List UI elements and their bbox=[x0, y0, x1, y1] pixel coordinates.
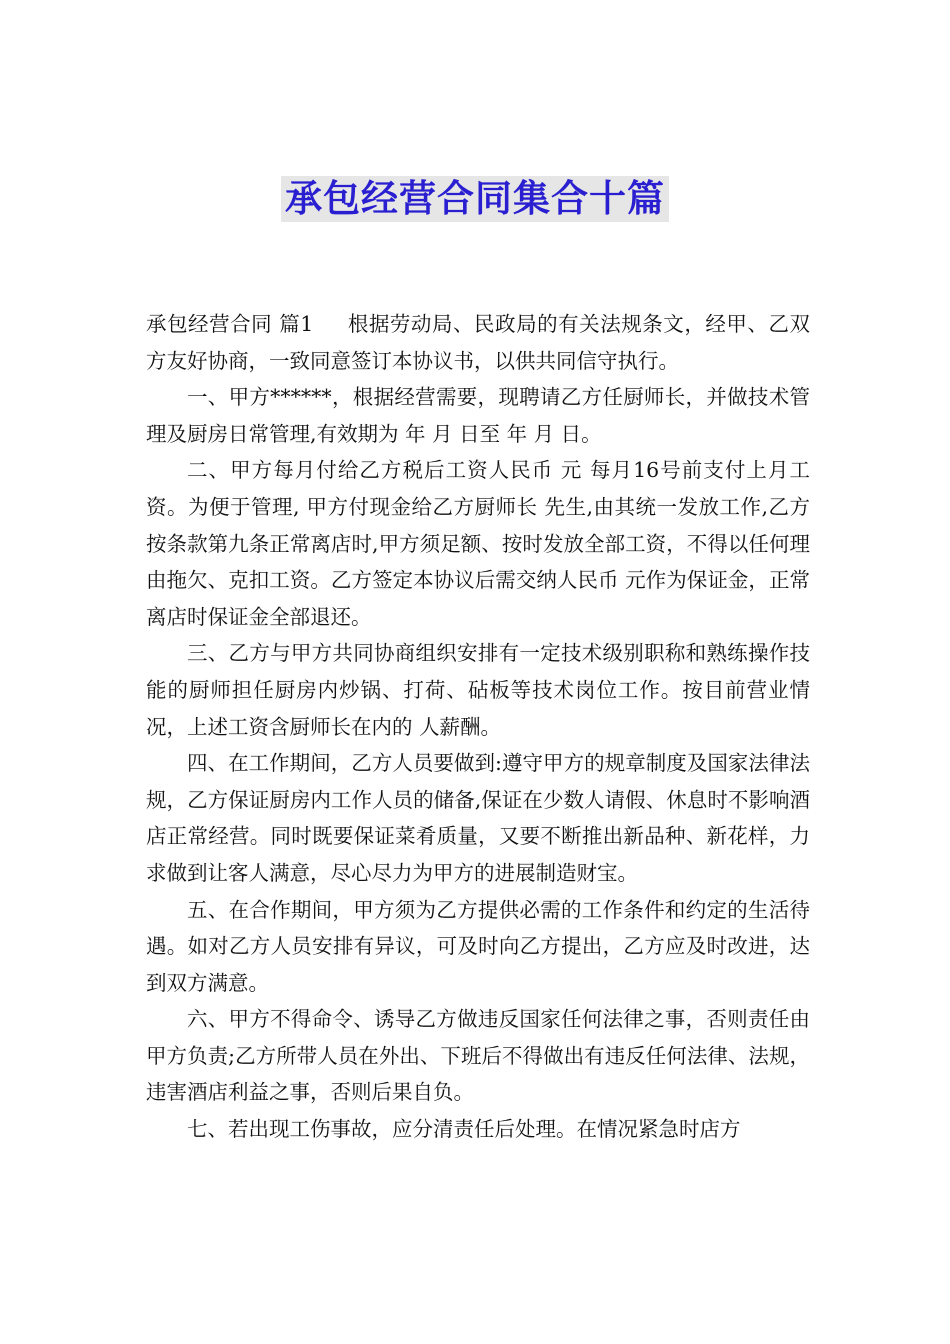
document-title: 承包经营合同集合十篇 bbox=[281, 176, 669, 222]
section-label: 承包经营合同 篇1 bbox=[146, 312, 314, 336]
paragraph-clause-1: 一、甲方******，根据经营需要，现聘请乙方任厨师长，并做技术管理及厨房日常管理,有效期为 年 月 日至 年 月 日。 bbox=[146, 385, 810, 446]
paragraph-clause-6: 六、甲方不得命令、诱导乙方做违反国家任何法律之事，否则责任由甲方负责;乙方所带人员在外出、下班后不得做出有违反任何法律、法规，违害酒店利益之事，否则后果自负。 bbox=[146, 1007, 810, 1105]
paragraph-clause-3: 三、乙方与甲方共同协商组织安排有一定技术级别职称和熟练操作技能的厨师担任厨房内炒锅、打荷、砧板等技术岗位工作。按目前营业情况，上述工资含厨师长在内的 人薪酬。 bbox=[146, 641, 810, 739]
paragraph-clause-2: 二、甲方每月付给乙方税后工资人民币 元 每月16号前支付上月工资。为便于管理, 甲方付现金给乙方厨师长 先生,由其统一发放工作,乙方按条款第九条正常离店时,甲方须足额、按时发放全部工资，不得以任何理由拖欠、克扣工资。乙方签定本协议后需交纳人民币 元作为保证金，正常离店时保证金全部退还。 bbox=[146, 458, 810, 629]
paragraph-clause-4: 四、在工作期间，乙方人员要做到:遵守甲方的规章制度及国家法律法规，乙方保证厨房内工作人员的储备,保证在少数人请假、休息时不影响酒店正常经营。同时既要保证菜肴质量，又要不断推出新品种、新花样，力求做到让客人满意，尽心尽力为甲方的进展制造财宝。 bbox=[146, 751, 810, 885]
paragraph-clause-7: 七、若出现工伤事故，应分清责任后处理。在情况紧急时店方 bbox=[187, 1117, 741, 1142]
document-body bbox=[146, 306, 810, 1148]
paragraph-clause-5: 五、在合作期间，甲方须为乙方提供必需的工作条件和约定的生活待遇。如对乙方人员安排有异议，可及时向乙方提出，乙方应及时改进，达到双方满意。 bbox=[146, 897, 810, 995]
paragraph-text: 根据劳动局、民政局的有关法规条文，经甲、乙双方友好协商，一致同意签订本协议书，以供共同信守执行。 bbox=[146, 312, 810, 373]
title-container bbox=[0, 176, 950, 222]
paragraph-intro bbox=[146, 306, 810, 379]
